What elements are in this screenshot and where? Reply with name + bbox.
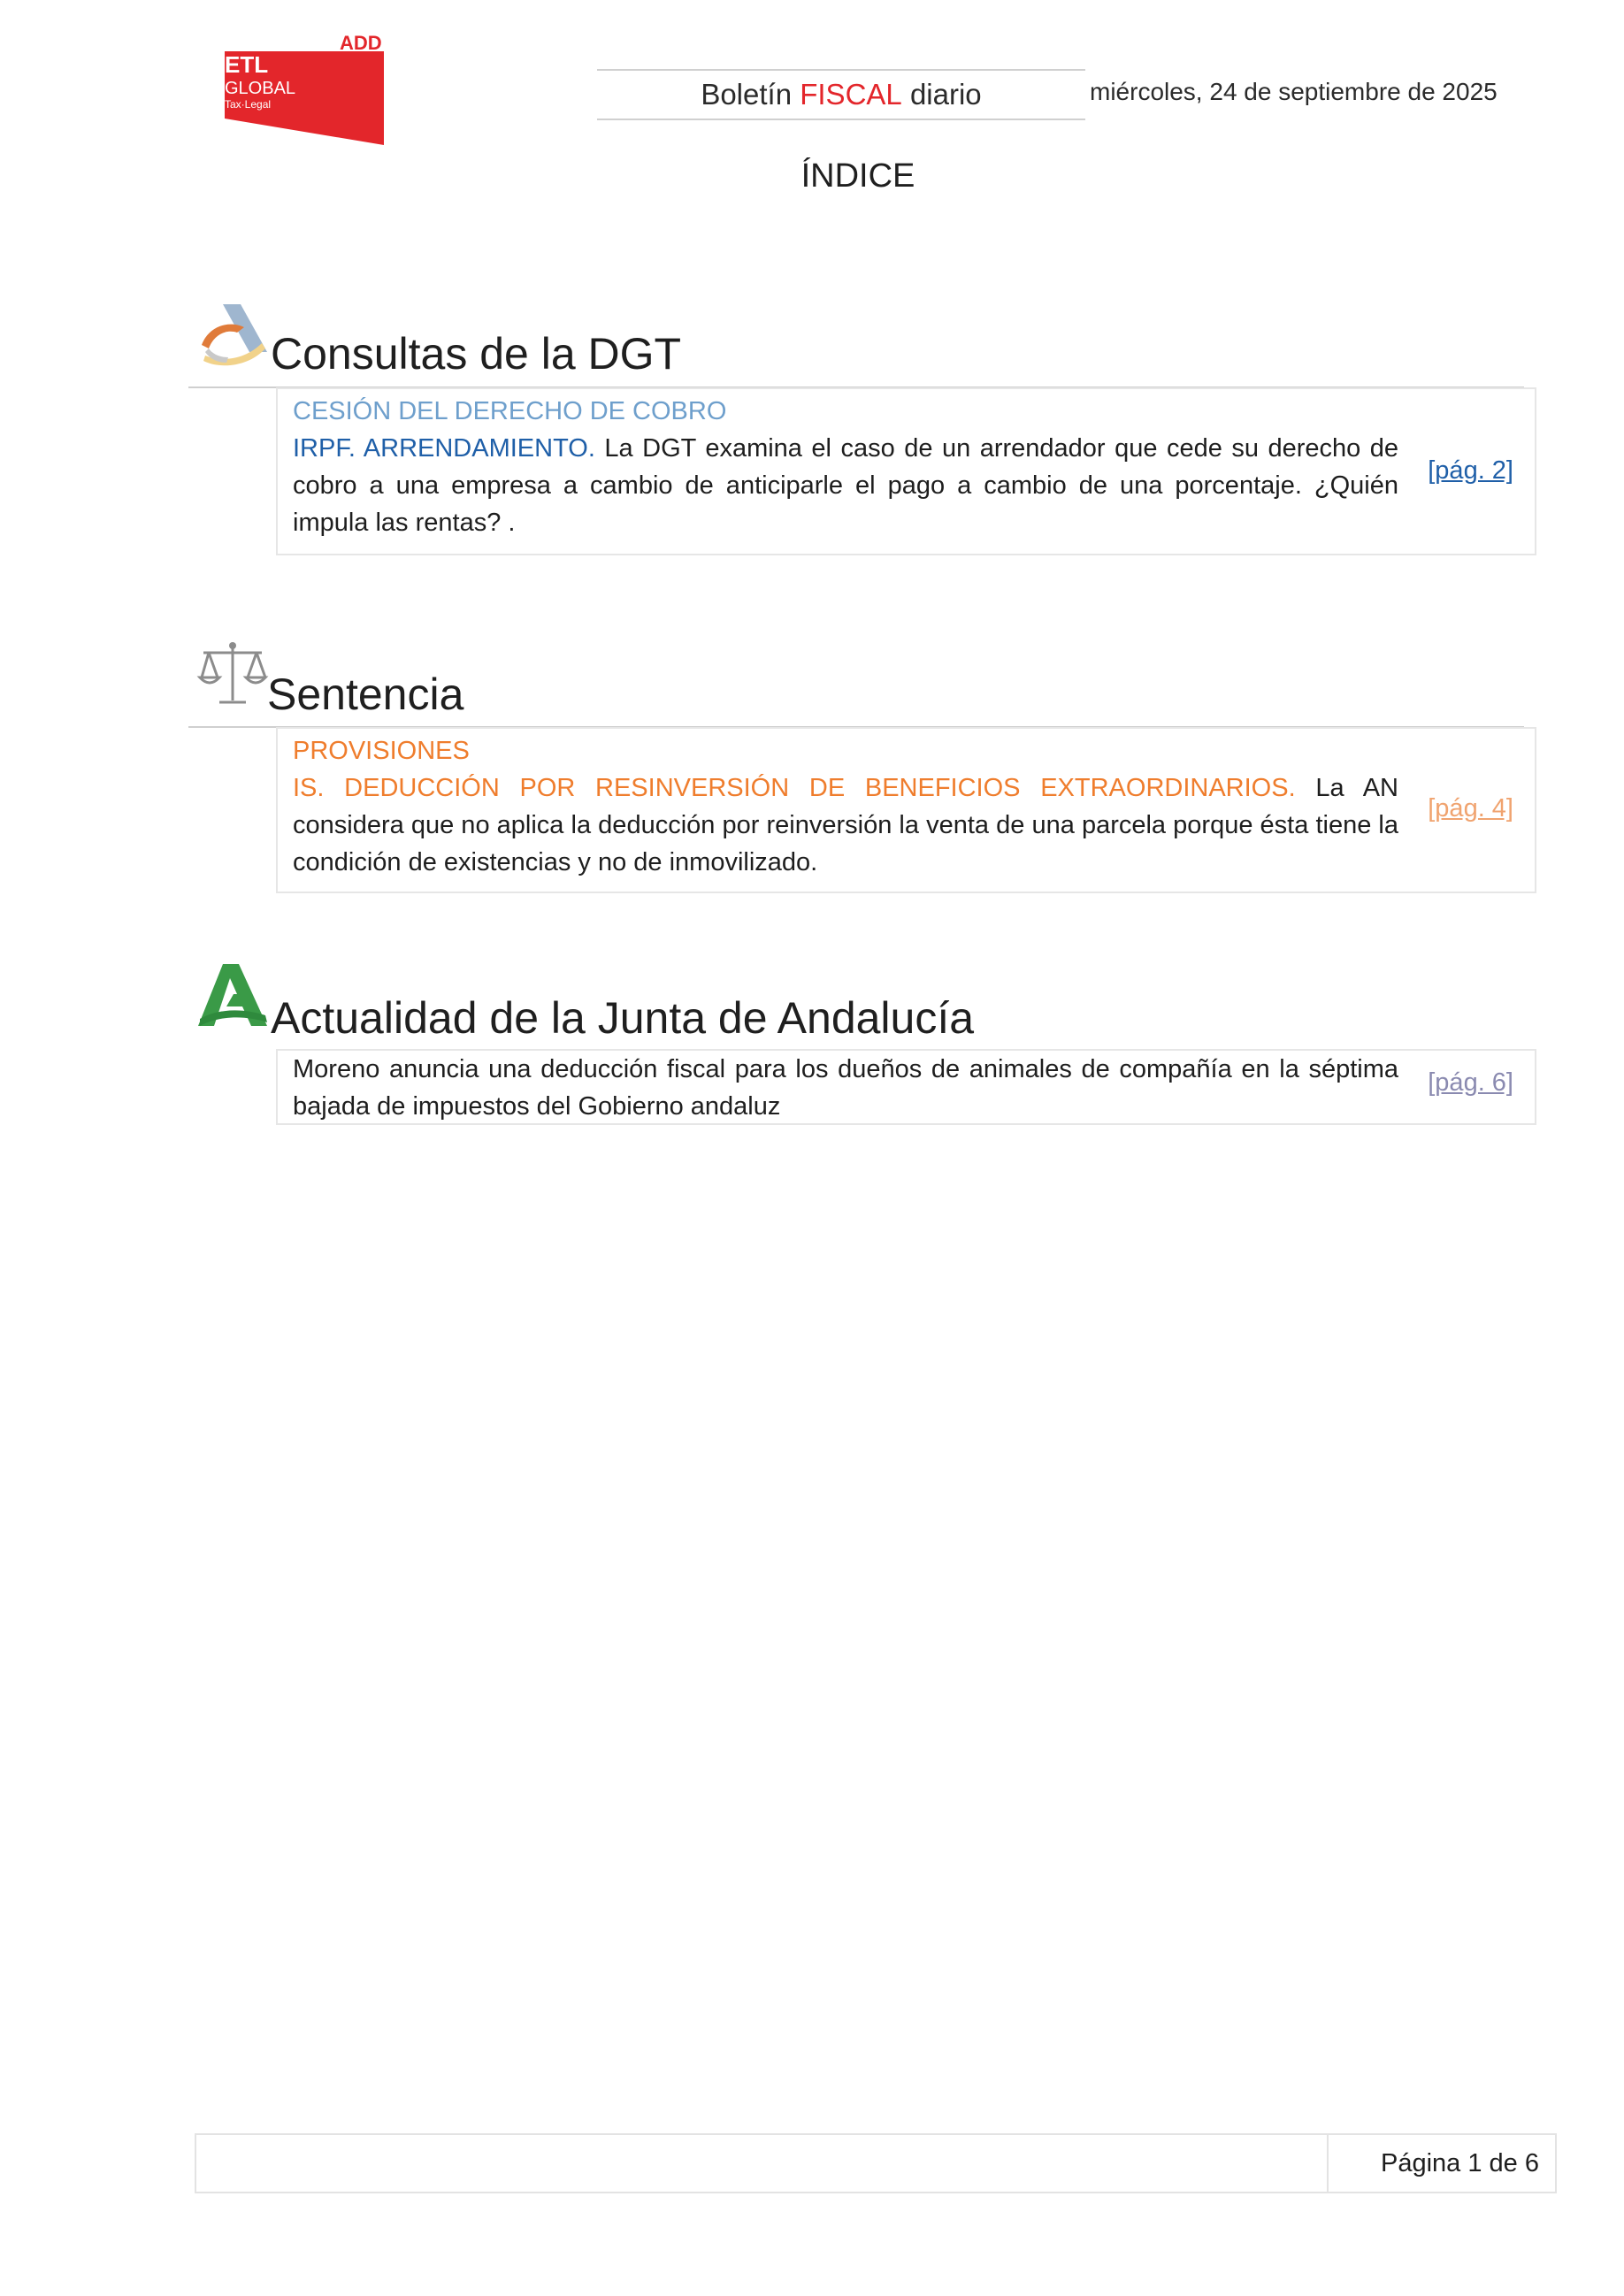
entry-lead: IRPF. ARRENDAMIENTO. — [293, 434, 595, 463]
svg-text:ADD: ADD — [340, 34, 382, 54]
page-number: Página 1 de 6 — [1381, 2149, 1539, 2177]
index-entry — [276, 387, 1536, 555]
page-reference-link[interactable]: [pág. 4] — [1428, 794, 1513, 823]
agencia-tributaria-icon — [196, 301, 269, 370]
junta-de-andalucia-icon — [196, 960, 269, 1029]
entry-text — [293, 732, 1398, 881]
footer-divider — [1327, 2135, 1329, 2192]
index-title: ÍNDICE — [801, 157, 915, 195]
section-heading: Consultas de la DGT — [271, 329, 682, 379]
svg-text:Tax·Legal: Tax·Legal — [225, 98, 272, 111]
page-reference-link[interactable]: [pág. 2] — [1428, 456, 1513, 485]
section-heading: Sentencia — [267, 670, 464, 719]
page-reference-link[interactable]: [pág. 6] — [1428, 1068, 1513, 1097]
index-entry — [276, 1049, 1536, 1125]
etl-global-logo — [219, 34, 384, 145]
index-entry — [276, 727, 1536, 893]
bulletin-title-accent: FISCAL — [800, 78, 902, 111]
entry-body: La DGT examina el caso de un arrendador que cede su derecho de cobro a una empresa a cambio de anticiparle el pago a cambio de una porcentaje. ¿Quién impula las rentas? . — [293, 434, 1398, 537]
entry-body: La AN considera que no aplica la deducción por reinversión la venta de una parcela porque ésta tiene la condición de existencias y no de inmovilizado. — [293, 774, 1398, 876]
bulletin-date: miércoles, 24 de septiembre de 2025 — [1090, 78, 1498, 105]
entry-body: Moreno anuncia una deducción fiscal para los dueños de animales de compañía en la séptima bajada de impuestos del Gobierno andaluz — [293, 1055, 1398, 1121]
entry-lead: IS. DEDUCCIÓN POR RESINVERSIÓN DE BENEFICIOS EXTRAORDINARIOS. — [293, 774, 1296, 802]
bulletin-title — [597, 69, 1085, 120]
scales-of-justice-icon — [196, 639, 269, 708]
entry-category: PROVISIONES — [293, 737, 470, 765]
svg-text:ETL: ETL — [225, 51, 269, 78]
section-heading: Actualidad de la Junta de Andalucía — [271, 993, 975, 1043]
page-footer — [195, 2133, 1557, 2193]
entry-text — [293, 1051, 1398, 1125]
entry-text — [293, 393, 1398, 541]
bulletin-title-suffix: diario — [901, 78, 982, 111]
svg-text:GLOBAL: GLOBAL — [225, 79, 296, 98]
bulletin-title-prefix: Boletín — [701, 78, 801, 111]
entry-category: CESIÓN DEL DERECHO DE COBRO — [293, 397, 727, 425]
